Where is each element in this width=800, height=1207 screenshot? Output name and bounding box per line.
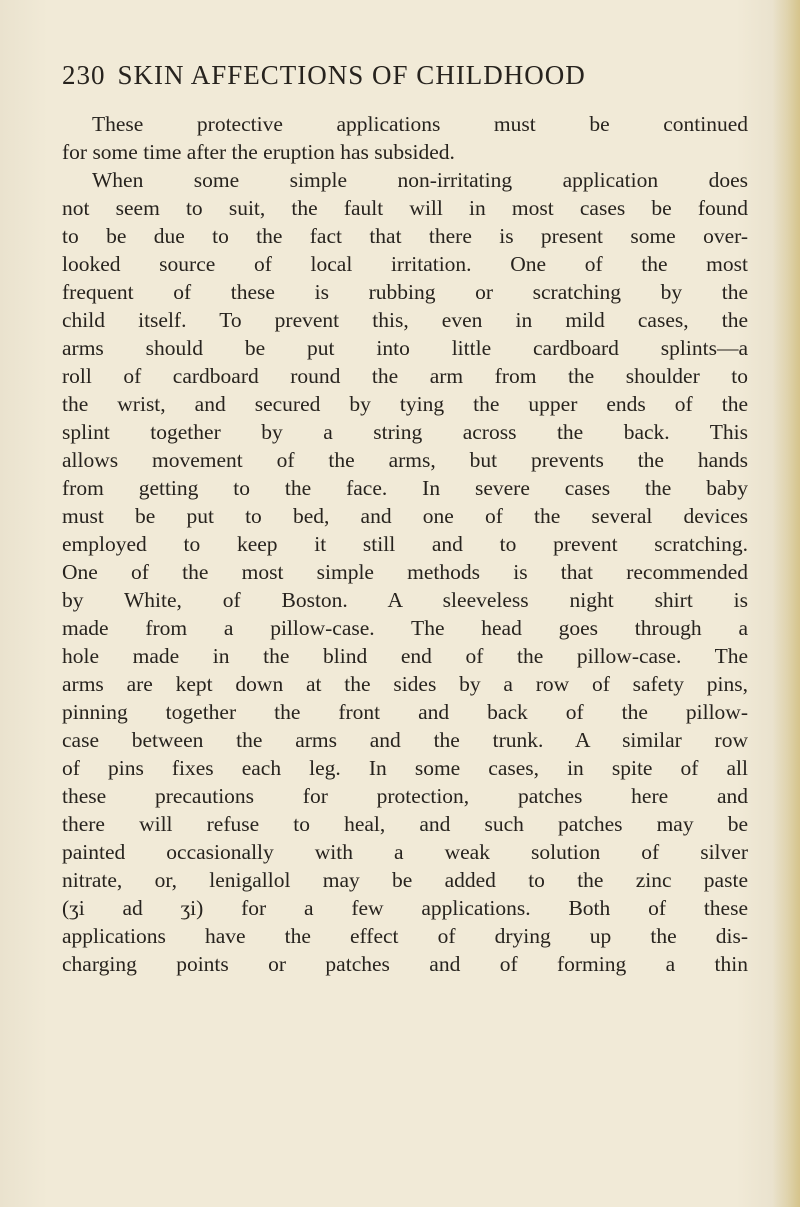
text-line: hole made in the blind end of the pillow-case. The	[62, 644, 748, 668]
text-line: (ʒi ad ʒi) for a few applications. Both of these	[62, 896, 748, 920]
text-line: there will refuse to heal, and such patches may be	[62, 812, 748, 836]
running-title: SKIN AFFECTIONS OF CHILDHOOD	[117, 60, 586, 90]
text-line: employed to keep it still and to prevent scratching.	[62, 532, 748, 556]
text-line: for some time after the eruption has subsided.	[62, 140, 455, 164]
text-line: These protective applications must be continued	[92, 112, 748, 136]
text-line: arms should be put into little cardboard splints—a	[62, 336, 748, 360]
text-line: must be put to bed, and one of the several devices	[62, 504, 748, 528]
page-edge	[772, 0, 800, 1207]
text-line: One of the most simple methods is that recommended	[62, 560, 748, 584]
text-line: applications have the effect of drying up the dis-	[62, 924, 748, 948]
text-line: child itself. To prevent this, even in mild cases, the	[62, 308, 748, 332]
text-line: charging points or patches and of forming a thin	[62, 952, 748, 976]
text-line: from getting to the face. In severe cases the baby	[62, 476, 748, 500]
text-line: by White, of Boston. A sleeveless night shirt is	[62, 588, 748, 612]
text-line: allows movement of the arms, but prevents the hands	[62, 448, 748, 472]
text-line: pinning together the front and back of the pillow-	[62, 700, 748, 724]
body-text	[62, 110, 748, 978]
text-line: of pins fixes each leg. In some cases, in spite of all	[62, 756, 748, 780]
text-line: case between the arms and the trunk. A similar row	[62, 728, 748, 752]
text-line: roll of cardboard round the arm from the shoulder to	[62, 364, 748, 388]
text-line: painted occasionally with a weak solution of silver	[62, 840, 748, 864]
running-header	[62, 60, 586, 91]
text-line: to be due to the fact that there is present some over-	[62, 224, 748, 248]
page-number: 230	[62, 60, 106, 90]
text-line: When some simple non-irritating application does	[92, 168, 748, 192]
text-line: looked source of local irritation. One of the most	[62, 252, 748, 276]
text-line: arms are kept down at the sides by a row of safety pins,	[62, 672, 748, 696]
text-line: the wrist, and secured by tying the upper ends of the	[62, 392, 748, 416]
text-line: splint together by a string across the back. This	[62, 420, 748, 444]
text-line: made from a pillow-case. The head goes through a	[62, 616, 748, 640]
text-line: not seem to suit, the fault will in most cases be found	[62, 196, 748, 220]
text-line: nitrate, or, lenigallol may be added to the zinc paste	[62, 868, 748, 892]
text-line: frequent of these is rubbing or scratching by the	[62, 280, 748, 304]
text-line: these precautions for protection, patches here and	[62, 784, 748, 808]
